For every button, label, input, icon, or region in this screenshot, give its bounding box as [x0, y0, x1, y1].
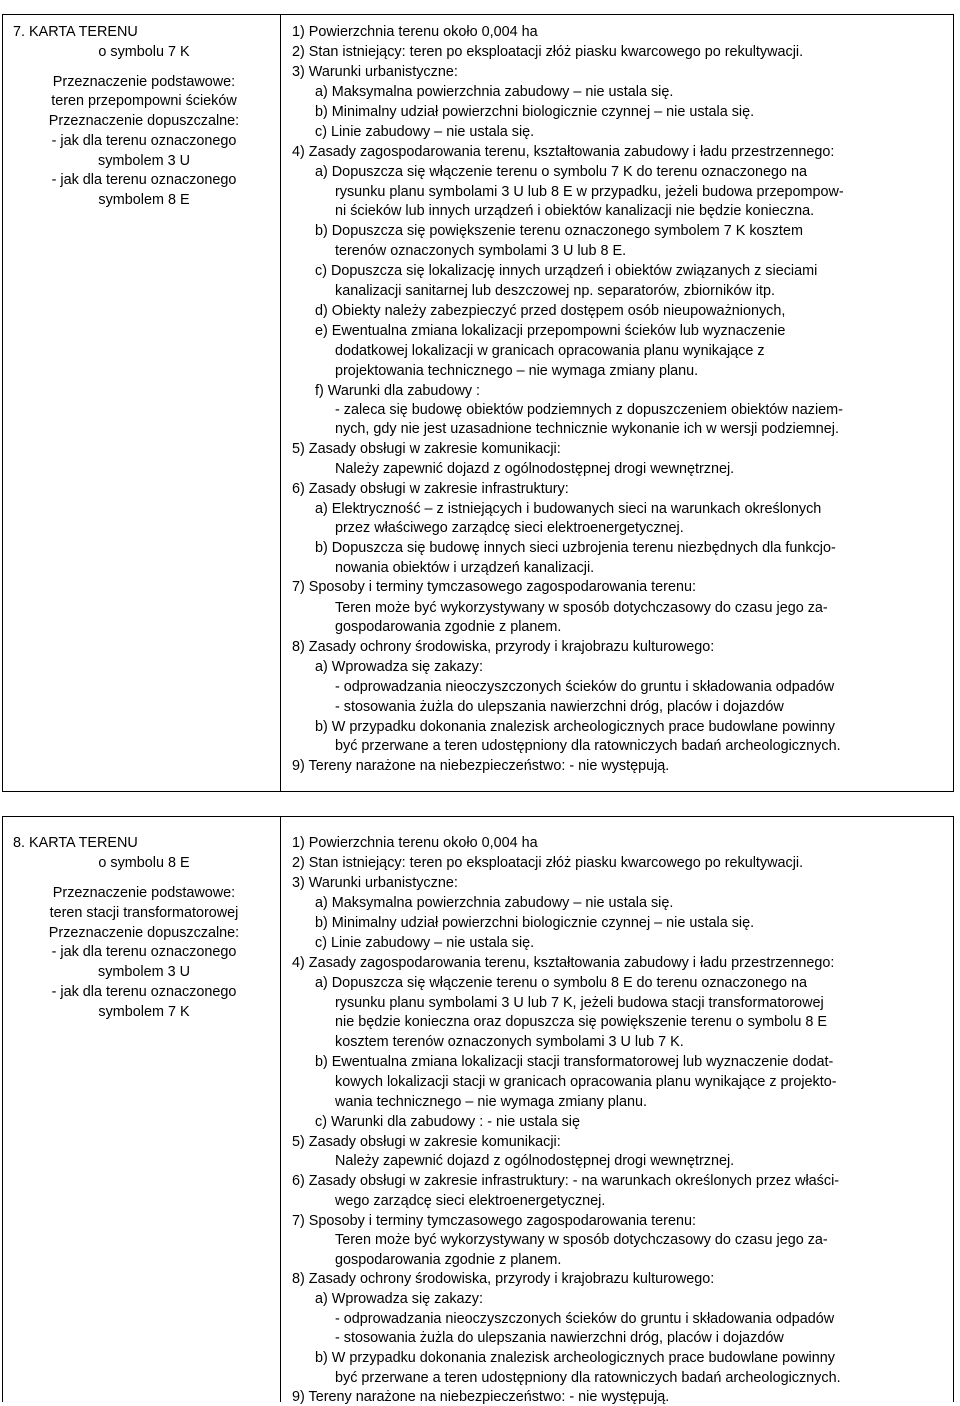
provision-line: kowych lokalizacji stacji w granicach opracowania planu wynikające z projekto-: [335, 1074, 837, 1090]
summary-line: - jak dla terenu oznaczonego: [51, 984, 237, 1000]
provision-line: 7) Sposoby i terminy tymczasowego zagospodarowania terenu:: [292, 579, 696, 595]
summary-line: Przeznaczenie dopuszczalne:: [48, 925, 240, 941]
summary-line: symbolem 8 E: [98, 192, 190, 208]
provision-line: c) Dopuszcza się lokalizację innych urządzeń i obiektów związanych z sieciami: [315, 263, 818, 279]
provision-line: 3) Warunki urbanistyczne:: [292, 64, 458, 80]
provision-line: a) Wprowadza się zakazy:: [315, 1291, 483, 1307]
provision-line: nych, gdy nie jest uzasadnione technicznie wykonanie ich w wersji podziemnej.: [335, 421, 839, 437]
summary-line: 8. KARTA TERENU: [13, 835, 138, 851]
provision-line: gospodarowania zgodnie z planem.: [335, 619, 562, 635]
provision-line: rysunku planu symbolami 3 U lub 7 K, jeżeli budowa stacji transformatorowej: [335, 995, 824, 1011]
provision-line: d) Obiekty należy zabezpieczyć przed dostępem osób nieupoważnionych,: [315, 303, 786, 319]
provision-line: c) Linie zabudowy – nie ustala się.: [315, 124, 535, 140]
provision-line: f) Warunki dla zabudowy :: [315, 383, 481, 399]
summary-line: - jak dla terenu oznaczonego: [51, 944, 237, 960]
provision-line: 6) Zasady obsługi w zakresie infrastruktury:: [292, 481, 569, 497]
provision-line: 9) Tereny narażone na niebezpieczeństwo: - nie występują.: [292, 1389, 670, 1405]
provision-line: Należy zapewnić dojazd z ogólnodostępnej drogi wewnętrznej.: [335, 1153, 735, 1169]
provision-line: 9) Tereny narażone na niebezpieczeństwo: - nie występują.: [292, 758, 670, 774]
column-divider: [280, 817, 281, 1402]
provision-line: przez właściwego zarządcę sieci elektroenergetycznej.: [335, 520, 684, 536]
provision-line: - stosowania żużla do ulepszania nawierzchni dróg, placów i dojazdów: [335, 1330, 784, 1346]
provision-line: 2) Stan istniejący: teren po eksploatacji złóż piasku kwarcowego po rekultywacji.: [292, 44, 804, 60]
provision-line: nowania obiektów i urządzeń kanalizacji.: [335, 560, 595, 576]
provision-line: a) Maksymalna powierzchnia zabudowy – nie ustala się.: [315, 84, 674, 100]
summary-line: Przeznaczenie dopuszczalne:: [48, 113, 240, 129]
provision-line: a) Wprowadza się zakazy:: [315, 659, 483, 675]
provision-line: ni ścieków lub innych urządzeń i obiektów kanalizacji nie będzie konieczna.: [335, 203, 815, 219]
provision-line: 1) Powierzchnia terenu około 0,004 ha: [292, 835, 538, 851]
provision-line: nie będzie konieczna oraz dopuszcza się powiększenie terenu o symbolu 8 E: [335, 1014, 827, 1030]
provision-line: Teren może być wykorzystywany w sposób dotychczasowy do czasu jego za-: [335, 1232, 828, 1248]
summary-line: - jak dla terenu oznaczonego: [51, 133, 237, 149]
provision-line: b) Ewentualna zmiana lokalizacji stacji transformatorowej lub wyznaczenie dodat-: [315, 1054, 834, 1070]
land-card-7k: [2, 14, 954, 792]
provision-line: a) Dopuszcza się włączenie terenu o symbolu 8 E do terenu oznaczonego na: [315, 975, 807, 991]
provision-line: 5) Zasady obsługi w zakresie komunikacji:: [292, 441, 561, 457]
provision-line: - odprowadzania nieoczyszczonych ścieków do gruntu i składowania odpadów: [335, 1311, 835, 1327]
summary-line: Przeznaczenie podstawowe:: [52, 74, 236, 90]
summary-line: 7. KARTA TERENU: [13, 24, 138, 40]
provision-line: 1) Powierzchnia terenu około 0,004 ha: [292, 24, 538, 40]
summary-line: o symbolu 7 K: [98, 44, 190, 60]
provision-line: rysunku planu symbolami 3 U lub 8 E w przypadku, jeżeli budowa przepompow-: [335, 184, 844, 200]
provision-line: c) Warunki dla zabudowy : - nie ustala się: [315, 1114, 581, 1130]
provision-line: 3) Warunki urbanistyczne:: [292, 875, 458, 891]
provision-line: dodatkowej lokalizacji w granicach opracowania planu wynikające z: [335, 343, 765, 359]
summary-line: teren przepompowni ścieków: [51, 93, 237, 109]
provision-line: 4) Zasady zagospodarowania terenu, kształtowania zabudowy i ładu przestrzennego:: [292, 144, 835, 160]
provision-line: 4) Zasady zagospodarowania terenu, kształtowania zabudowy i ładu przestrzennego:: [292, 955, 835, 971]
provision-line: projektowania technicznego – nie wymaga zmiany planu.: [335, 363, 699, 379]
provision-line: kanalizacji sanitarnej lub deszczowej np. separatorów, zbiorników itp.: [335, 283, 775, 299]
provision-line: - zaleca się budowę obiektów podziemnych z dopuszczeniem obiektów naziem-: [335, 402, 843, 418]
provision-line: a) Maksymalna powierzchnia zabudowy – nie ustala się.: [315, 895, 674, 911]
summary-line: symbolem 7 K: [98, 1004, 190, 1020]
provision-line: b) Minimalny udział powierzchni biologicznie czynnej – nie ustala się.: [315, 104, 755, 120]
provision-line: kosztem terenów oznaczonych symbolami 3 U lub 7 K.: [335, 1034, 684, 1050]
provision-line: c) Linie zabudowy – nie ustala się.: [315, 935, 535, 951]
provision-line: b) Minimalny udział powierzchni biologicznie czynnej – nie ustala się.: [315, 915, 755, 931]
provision-line: 7) Sposoby i terminy tymczasowego zagospodarowania terenu:: [292, 1213, 696, 1229]
provision-line: Teren może być wykorzystywany w sposób dotychczasowy do czasu jego za-: [335, 600, 828, 616]
provision-line: 2) Stan istniejący: teren po eksploatacji złóż piasku kwarcowego po rekultywacji.: [292, 855, 804, 871]
provision-line: być przerwane a teren udostępniony dla ratowniczych badań archeologicznych.: [335, 738, 841, 754]
provision-line: Należy zapewnić dojazd z ogólnodostępnej drogi wewnętrznej.: [335, 461, 735, 477]
summary-line: Przeznaczenie podstawowe:: [52, 885, 236, 901]
provision-line: 6) Zasady obsługi w zakresie infrastruktury: - na warunkach określonych przez właści-: [292, 1173, 840, 1189]
summary-line: teren stacji transformatorowej: [49, 905, 239, 921]
provision-line: być przerwane a teren udostępniony dla ratowniczych badań archeologicznych.: [335, 1370, 841, 1386]
provision-line: b) W przypadku dokonania znalezisk archeologicznych prace budowlane powinny: [315, 1350, 835, 1366]
summary-line: - jak dla terenu oznaczonego: [51, 172, 237, 188]
provision-line: b) Dopuszcza się budowę innych sieci uzbrojenia terenu niezbędnych dla funkcjo-: [315, 540, 836, 556]
provision-line: a) Elektryczność – z istniejących i budowanych sieci na warunkach określonych: [315, 501, 822, 517]
provision-line: e) Ewentualna zmiana lokalizacji przepompowni ścieków lub wyznaczenie: [315, 323, 786, 339]
provision-line: wania technicznego – nie wymaga zmiany planu.: [335, 1094, 647, 1110]
provision-line: wego zarządcę sieci elektroenergetycznej.: [335, 1193, 606, 1209]
provision-line: 8) Zasady ochrony środowiska, przyrody i krajobrazu kulturowego:: [292, 639, 715, 655]
provision-line: - stosowania żużla do ulepszania nawierzchni dróg, placów i dojazdów: [335, 699, 784, 715]
provision-line: b) Dopuszcza się powiększenie terenu oznaczonego symbolem 7 K kosztem: [315, 223, 803, 239]
column-divider: [280, 15, 281, 791]
provision-line: 5) Zasady obsługi w zakresie komunikacji:: [292, 1134, 561, 1150]
summary-line: symbolem 3 U: [98, 964, 190, 980]
provision-line: gospodarowania zgodnie z planem.: [335, 1252, 562, 1268]
provision-line: b) W przypadku dokonania znalezisk archeologicznych prace budowlane powinny: [315, 719, 835, 735]
provision-line: a) Dopuszcza się włączenie terenu o symbolu 7 K do terenu oznaczonego na: [315, 164, 807, 180]
summary-line: o symbolu 8 E: [98, 855, 190, 871]
provision-line: - odprowadzania nieoczyszczonych ścieków do gruntu i składowania odpadów: [335, 679, 835, 695]
provision-line: 8) Zasady ochrony środowiska, przyrody i krajobrazu kulturowego:: [292, 1271, 715, 1287]
provision-line: terenów oznaczonych symbolami 3 U lub 8 E.: [335, 243, 627, 259]
land-card-8e: [2, 816, 954, 1405]
summary-line: symbolem 3 U: [98, 153, 190, 169]
